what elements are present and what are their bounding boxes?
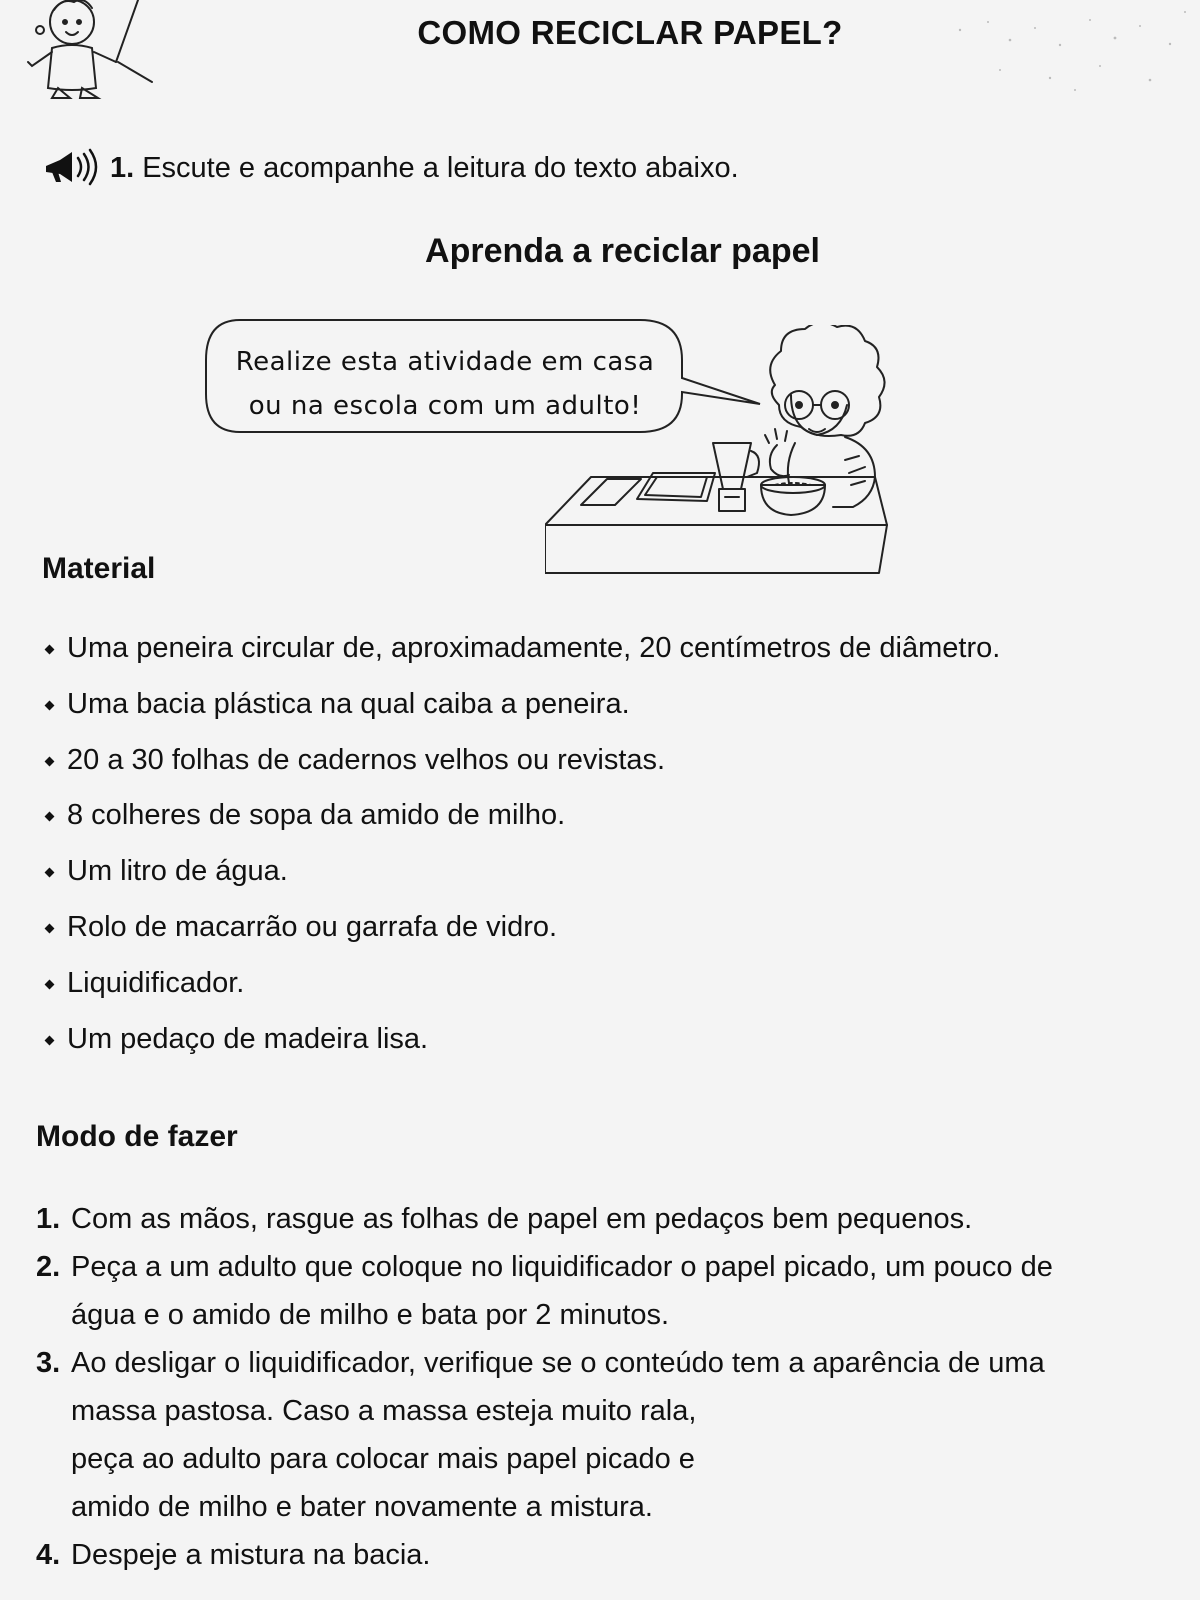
step-item	[36, 1195, 1176, 1243]
material-list	[42, 633, 1000, 1079]
speaker-icon	[42, 148, 100, 188]
list-item	[42, 800, 1000, 856]
step-line: Com as mãos, rasgue as folhas de papel em pedaços bem pequenos.	[71, 1203, 973, 1235]
step-item	[36, 1531, 1176, 1579]
bullet-icon	[45, 924, 55, 934]
material-item-text: 8 colheres de sopa da amido de milho.	[67, 799, 566, 832]
step-number: 2.	[36, 1251, 61, 1283]
list-item	[42, 968, 1000, 1024]
list-item	[42, 856, 1000, 912]
modo-heading: Modo de fazer	[36, 1120, 238, 1153]
material-item-text: Um litro de água.	[67, 855, 288, 888]
teacher-illustration	[545, 325, 925, 590]
step-line: Peça a um adulto que coloque no liquidificador o papel picado, um pouco de	[71, 1251, 1053, 1283]
step-line: massa pastosa. Caso a massa esteja muito rala,	[71, 1395, 697, 1427]
instruction-text: Escute e acompanhe a leitura do texto abaixo.	[142, 151, 739, 184]
instruction	[42, 148, 739, 188]
bullet-icon	[45, 868, 55, 878]
step-line: peça ao adulto para colocar mais papel picado e	[71, 1443, 695, 1475]
material-heading: Material	[42, 552, 156, 585]
list-item	[42, 745, 1000, 801]
step-item	[36, 1339, 1176, 1531]
step-line: Ao desligar o liquidificador, verifique se o conteúdo tem a aparência de uma	[71, 1347, 1045, 1379]
bullet-icon	[45, 979, 55, 989]
step-line: água e o amido de milho e bata por 2 minutos.	[71, 1299, 670, 1331]
bullet-icon	[45, 1035, 55, 1045]
step-text	[71, 1531, 1176, 1579]
step-line: amido de milho e bater novamente a mistura.	[71, 1491, 653, 1523]
material-item-text: Uma bacia plástica na qual caiba a peneira.	[67, 687, 630, 720]
material-item-text: Liquidificador.	[67, 966, 245, 999]
step-text	[71, 1243, 1176, 1339]
material-item-text: Um pedaço de madeira lisa.	[67, 1022, 429, 1055]
bullet-icon	[45, 645, 55, 655]
list-item	[42, 1024, 1000, 1080]
speech-line-2: ou na escola com um adulto!	[248, 391, 642, 421]
speech-line-1: Realize esta atividade em casa	[235, 347, 655, 377]
bullet-icon	[45, 812, 55, 822]
step-text	[71, 1339, 1176, 1531]
section-title: Aprenda a reciclar papel	[425, 232, 820, 270]
bullet-icon	[45, 700, 55, 710]
step-number: 3.	[36, 1347, 61, 1379]
steps-list	[36, 1195, 1176, 1579]
step-number: 4.	[36, 1539, 61, 1571]
bullet-icon	[45, 756, 55, 766]
step-text	[71, 1195, 1176, 1243]
instruction-number: 1.	[110, 151, 135, 184]
material-item-text: Rolo de macarrão ou garrafa de vidro.	[67, 910, 558, 943]
material-item-text: Uma peneira circular de, aproximadamente, 20 centímetros de diâmetro.	[67, 632, 1001, 664]
list-item	[42, 689, 1000, 745]
step-number: 1.	[36, 1203, 61, 1235]
step-line: Despeje a mistura na bacia.	[71, 1539, 431, 1571]
list-item	[42, 912, 1000, 968]
list-item	[42, 633, 1000, 689]
material-item-text: 20 a 30 folhas de cadernos velhos ou revistas.	[67, 743, 666, 776]
step-item	[36, 1243, 1176, 1339]
page-title: COMO RECICLAR PAPEL?	[417, 14, 843, 51]
